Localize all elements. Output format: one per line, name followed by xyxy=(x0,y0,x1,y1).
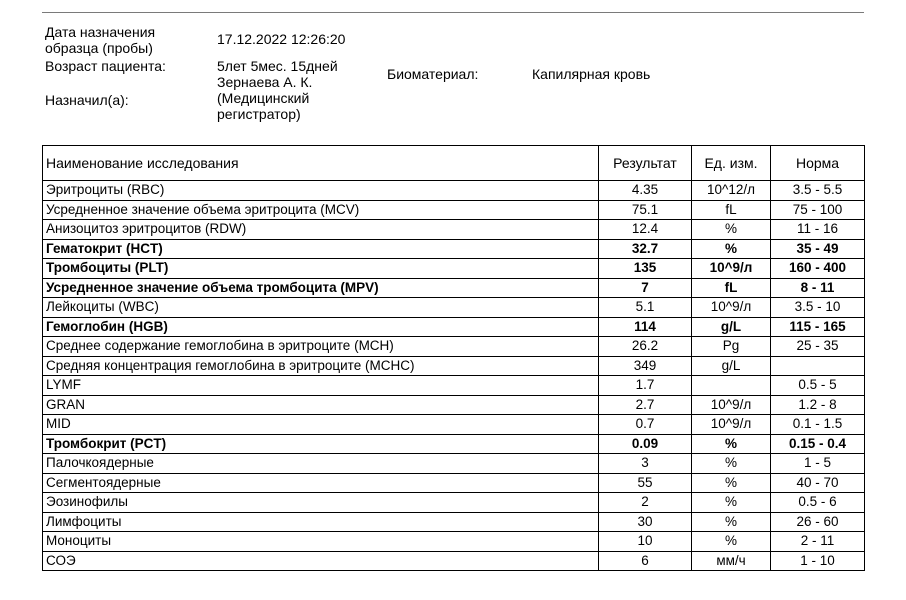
cell-result: 5.1 xyxy=(599,298,692,318)
cell-result: 0.7 xyxy=(599,415,692,435)
cell-name: Среднее содержание гемоглобина в эритроците (MCH) xyxy=(43,337,599,357)
cell-result: 12.4 xyxy=(599,220,692,240)
cell-unit: g/L xyxy=(692,356,771,376)
table-row xyxy=(43,512,865,532)
cell-unit: % xyxy=(692,493,771,513)
cell-norm: 75 - 100 xyxy=(771,200,865,220)
cell-norm: 0.1 - 1.5 xyxy=(771,415,865,435)
cell-name: Усредненное значение объема тромбоцита (MPV) xyxy=(43,278,599,298)
cell-name: GRAN xyxy=(43,395,599,415)
cell-unit: % xyxy=(692,473,771,493)
table-row xyxy=(43,239,865,259)
header-result: Результат xyxy=(599,146,692,181)
cell-unit: мм/ч xyxy=(692,551,771,571)
cell-norm: 3.5 - 5.5 xyxy=(771,181,865,201)
cell-name: Средняя концентрация гемоглобина в эритроците (MCHC) xyxy=(43,356,599,376)
cell-norm: 115 - 165 xyxy=(771,317,865,337)
cell-result: 0.09 xyxy=(599,434,692,454)
cell-result: 6 xyxy=(599,551,692,571)
table-row xyxy=(43,298,865,318)
cell-result: 3 xyxy=(599,454,692,474)
cell-unit: fL xyxy=(692,200,771,220)
cell-result: 135 xyxy=(599,259,692,279)
table-row xyxy=(43,337,865,357)
cell-norm: 0.5 - 5 xyxy=(771,376,865,396)
cell-name: Эозинофилы xyxy=(43,493,599,513)
cell-norm: 8 - 11 xyxy=(771,278,865,298)
age-value: 5лет 5мес. 15дней xyxy=(217,58,338,74)
cell-unit: 10^12/л xyxy=(692,181,771,201)
cell-unit: % xyxy=(692,454,771,474)
ordered-by-label: Назначил(а): xyxy=(45,92,129,108)
cell-unit: 10^9/л xyxy=(692,415,771,435)
table-row xyxy=(43,493,865,513)
cell-result: 2 xyxy=(599,493,692,513)
cell-result: 55 xyxy=(599,473,692,493)
cell-result: 75.1 xyxy=(599,200,692,220)
age-label: Возраст пациента: xyxy=(45,58,166,74)
table-row xyxy=(43,454,865,474)
cell-result: 349 xyxy=(599,356,692,376)
cell-name: LYMF xyxy=(43,376,599,396)
cell-result: 114 xyxy=(599,317,692,337)
cell-name: Лимфоциты xyxy=(43,512,599,532)
table-row xyxy=(43,220,865,240)
cell-unit: % xyxy=(692,434,771,454)
date-value: 17.12.2022 12:26:20 xyxy=(217,31,346,47)
biomaterial-value: Капилярная кровь xyxy=(532,66,651,82)
cell-result: 32.7 xyxy=(599,239,692,259)
table-row xyxy=(43,278,865,298)
cell-norm xyxy=(771,356,865,376)
table-row xyxy=(43,532,865,552)
cell-norm: 0.15 - 0.4 xyxy=(771,434,865,454)
cell-unit: 10^9/л xyxy=(692,298,771,318)
ordered-by-value: Зернаева А. К. (Медицинский регистратор) xyxy=(217,74,313,122)
cell-norm: 2 - 11 xyxy=(771,532,865,552)
cell-unit: Pg xyxy=(692,337,771,357)
table-row xyxy=(43,200,865,220)
cell-unit: % xyxy=(692,239,771,259)
cell-unit: 10^9/л xyxy=(692,259,771,279)
table-row xyxy=(43,376,865,396)
table-row xyxy=(43,434,865,454)
cell-unit: g/L xyxy=(692,317,771,337)
table-row xyxy=(43,415,865,435)
cell-norm: 160 - 400 xyxy=(771,259,865,279)
header-norm: Норма xyxy=(771,146,865,181)
table-row xyxy=(43,317,865,337)
cell-name: Гемоглобин (HGB) xyxy=(43,317,599,337)
cell-name: СОЭ xyxy=(43,551,599,571)
table-row xyxy=(43,395,865,415)
cell-result: 30 xyxy=(599,512,692,532)
cell-norm: 1.2 - 8 xyxy=(771,395,865,415)
cell-norm: 35 - 49 xyxy=(771,239,865,259)
cell-name: MID xyxy=(43,415,599,435)
table-row xyxy=(43,473,865,493)
cell-norm: 1 - 10 xyxy=(771,551,865,571)
table-header-row xyxy=(43,146,865,181)
cell-name: Гематокрит (HCT) xyxy=(43,239,599,259)
cell-result: 4.35 xyxy=(599,181,692,201)
cell-norm: 40 - 70 xyxy=(771,473,865,493)
header-unit: Ед. изм. xyxy=(692,146,771,181)
cell-unit: 10^9/л xyxy=(692,395,771,415)
cell-name: Тромбокрит (PCT) xyxy=(43,434,599,454)
cell-name: Анизоцитоз эритроцитов (RDW) xyxy=(43,220,599,240)
cell-name: Тромбоциты (PLT) xyxy=(43,259,599,279)
cell-result: 1.7 xyxy=(599,376,692,396)
cell-name: Усредненное значение объема эритроцита (MCV) xyxy=(43,200,599,220)
cell-name: Эритроциты (RBC) xyxy=(43,181,599,201)
biomaterial-label: Биоматериал: xyxy=(387,66,479,82)
cell-unit: % xyxy=(692,532,771,552)
cell-result: 26.2 xyxy=(599,337,692,357)
table-row xyxy=(43,259,865,279)
cell-result: 2.7 xyxy=(599,395,692,415)
top-divider xyxy=(42,12,864,13)
table-row xyxy=(43,356,865,376)
table-row xyxy=(43,551,865,571)
cell-unit: % xyxy=(692,512,771,532)
cell-norm: 3.5 - 10 xyxy=(771,298,865,318)
cell-norm: 26 - 60 xyxy=(771,512,865,532)
cell-name: Моноциты xyxy=(43,532,599,552)
cell-unit xyxy=(692,376,771,396)
header-name: Наименование исследования xyxy=(43,146,599,181)
table-row xyxy=(43,181,865,201)
cell-norm: 1 - 5 xyxy=(771,454,865,474)
results-table xyxy=(42,145,865,571)
cell-result: 7 xyxy=(599,278,692,298)
cell-name: Палочкоядерные xyxy=(43,454,599,474)
cell-norm: 11 - 16 xyxy=(771,220,865,240)
cell-name: Сегментоядерные xyxy=(43,473,599,493)
cell-unit: fL xyxy=(692,278,771,298)
cell-norm: 25 - 35 xyxy=(771,337,865,357)
cell-result: 10 xyxy=(599,532,692,552)
date-label: Дата назначения образца (пробы) xyxy=(45,24,156,56)
cell-unit: % xyxy=(692,220,771,240)
cell-name: Лейкоциты (WBC) xyxy=(43,298,599,318)
cell-norm: 0.5 - 6 xyxy=(771,493,865,513)
